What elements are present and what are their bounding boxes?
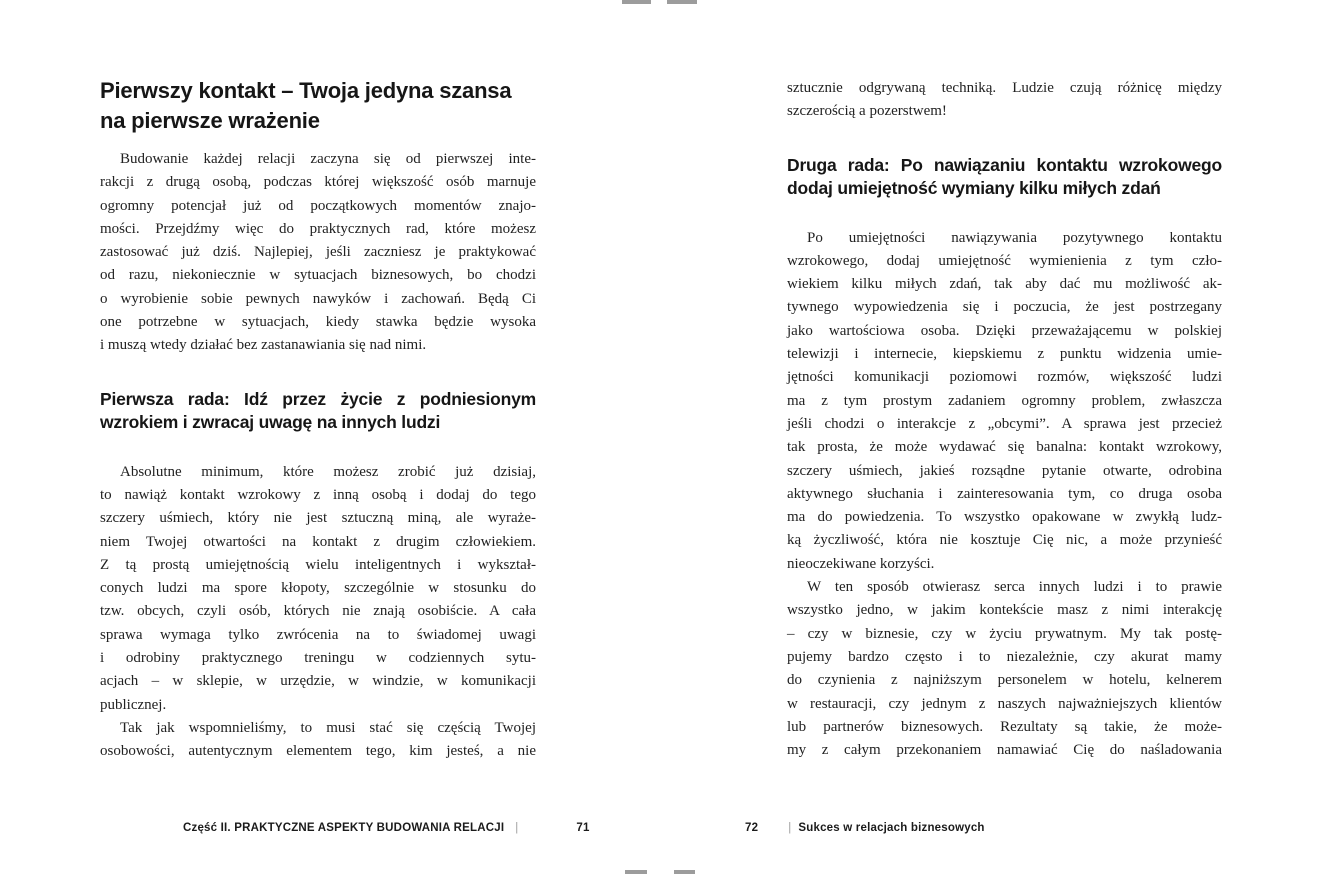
text-line: tywnego wypowiedzenia się i poczucia, że jest postrzegany	[787, 299, 1222, 316]
text-line: rakcji z drugą osobą, podczas której większość osób marnuje	[100, 174, 536, 191]
text-line: conych ludzi ma spore kłopoty, szczególnie w stosunku do	[100, 580, 536, 597]
footer-separator: |	[515, 822, 519, 834]
text-line: dodaj umiejętność wymiany kilku miłych zdań	[787, 178, 1161, 199]
body-paragraph	[100, 461, 536, 717]
text-line: pujemy bardzo często i to niezależnie, czy akurat mamy	[787, 648, 1222, 665]
text-line: i muszą wtedy działać bez zastanawiania się nad nimi.	[100, 337, 427, 354]
text-line: Druga rada: Po nawiązaniu kontaktu wzrokowego	[787, 154, 1222, 175]
text-line: Po umiejętności nawiązywania pozytywnego kontaktu	[807, 229, 1222, 246]
text-line: Tak jak wspomnieliśmy, to musi stać się częścią Twojej	[120, 719, 536, 736]
text-line: Budowanie każdej relacji zaczyna się od pierwszej inte-	[120, 151, 536, 167]
section-subheading	[787, 154, 1222, 201]
body-paragraph	[100, 717, 536, 764]
bottom-edge-marker-1[interactable]	[625, 870, 647, 874]
chapter-running-title: Część II. PRAKTYCZNE ASPEKTY BUDOWANIA RELACJI	[183, 822, 505, 834]
text-line: o wyrobienie sobie pewnych nawyków i zachowań. Będą Ci	[100, 290, 536, 307]
page-number-left: 71	[576, 822, 590, 834]
text-line: lub partnerów biznesowych. Rezultaty są takie, że może-	[787, 718, 1222, 735]
text-line: jeśli chodzi o interakcje z „obcymi”. A sprawa jest przecież	[787, 415, 1222, 432]
top-edge-marker-2[interactable]	[667, 0, 697, 4]
text-line: mości. Przejdźmy więc do praktycznych rad, które możesz	[100, 220, 536, 237]
page-left-content	[100, 76, 536, 764]
text-line: my z całym przekonaniem namawiać Cię do naśladowania	[787, 742, 1222, 759]
text-line: tzw. obcych, czyli osób, których nie znają osobiście. A cała	[100, 603, 536, 620]
text-line: w restauracji, czy jednym z naszych najważniejszych klientów	[787, 695, 1222, 712]
text-line: ma do powiedzenia. To wszystko opakowane w zwykłą ludz-	[787, 509, 1222, 526]
body-paragraph	[787, 227, 1222, 576]
text-line: ma z tym prostym zadaniem ogromny problem, zwłaszcza	[787, 392, 1222, 409]
page-number-right: 72	[745, 822, 759, 834]
text-line: sztucznie odgrywaną techniką. Ludzie czują różnicę między	[787, 80, 1222, 96]
text-line: tak prosta, że może wydawać się banalna: kontakt wzrokowy,	[787, 439, 1222, 456]
text-line: Pierwsza rada: Idź przez życie z podniesionym	[100, 388, 536, 409]
text-line: zastosować już dziś. Najlepiej, jeśli zaczniesz je praktykować	[100, 244, 536, 261]
text-line: publicznej.	[100, 696, 167, 713]
text-line: szczery uśmiech, jakieś rozsądne pytanie otwarte, odrobina	[787, 462, 1222, 479]
text-line: wszystko jedno, w jakim kontekście masz z nimi interakcję	[787, 602, 1222, 619]
text-line: wzrokiem i zwracaj uwagę na innych ludzi	[100, 412, 441, 433]
text-line: Absolutne minimum, które możesz zrobić już dzisiaj,	[120, 463, 536, 480]
text-line: nieoczekiwane korzyści.	[787, 555, 935, 572]
text-line: jako wartościowa osoba. Dzięki przeważającemu w polskiej	[787, 322, 1222, 339]
text-line: – czy w biznesie, czy w życiu prywatnym. My tak postę-	[787, 625, 1222, 642]
text-line: i odrobiny praktycznego treningu w codziennych sytu-	[100, 650, 536, 667]
chapter-heading	[100, 76, 536, 136]
book-running-title: Sukces w relacjach biznesowych	[798, 822, 985, 834]
text-line: one potrzebne w sytuacjach, kiedy stawka będzie wysoka	[100, 314, 536, 331]
text-line: wzrokowego, dodaj umiejętność wymienienia z tym czło-	[787, 252, 1222, 269]
text-line: to nawiąż kontakt wzrokowy z inną osobą i dodaj do tego	[100, 486, 536, 503]
text-line: Pierwszy kontakt – Twoja jedyna szansa	[100, 78, 512, 103]
text-line: szczery uśmiech, który nie jest sztuczną miną, ale wyraże-	[100, 510, 536, 527]
body-paragraph	[787, 576, 1222, 762]
page-right-content	[787, 77, 1222, 762]
text-line: do czynienia z najniższym personelem w hotelu, kelnerem	[787, 672, 1222, 689]
text-line: aktywnego słuchania i zainteresowania tym, co druga osoba	[787, 485, 1222, 502]
text-line: sprawa wymaga tylko zwrócenia na to świadomej uwagi	[100, 626, 536, 643]
top-edge-marker-1[interactable]	[622, 0, 651, 4]
text-line: Z tą prostą umiejętnością wielu inteligentnych i wykształ-	[100, 556, 536, 573]
text-line: W ten sposób otwierasz serca innych ludzi i to prawie	[807, 579, 1222, 596]
body-paragraph	[787, 77, 1222, 124]
footer-separator: |	[788, 822, 792, 834]
text-line: wiekiem kilku miłych zdań, tak aby dać mu możliwość ak-	[787, 276, 1222, 293]
text-line: niem Twojej otwartości na kontakt z drugim człowiekiem.	[100, 533, 536, 550]
text-line: ogromny potencjał już od początkowych momentów znajo-	[100, 197, 536, 214]
left-page-footer	[183, 822, 590, 834]
text-line: acjach – w sklepie, w urzędzie, w windzie, w komunikacji	[100, 673, 536, 690]
body-paragraph	[100, 148, 536, 358]
text-line: osobowości, autentycznym elementem tego, kim jesteś, a nie	[100, 743, 536, 760]
section-subheading	[100, 388, 536, 435]
text-line: ką życzliwość, która nie kosztuje Cię nic, a może przynieść	[787, 532, 1222, 549]
text-line: telewizji i internecie, kiepskiemu z punktu widzenia umie-	[787, 346, 1222, 363]
text-line: na pierwsze wrażenie	[100, 108, 320, 133]
text-line: szczerością a pozerstwem!	[787, 103, 947, 120]
bottom-edge-marker-2[interactable]	[674, 870, 695, 874]
text-line: od razu, niekoniecznie w sytuacjach biznesowych, bo chodzi	[100, 267, 536, 284]
text-line: jętności komunikacji poziomowi rozmów, większość ludzi	[787, 369, 1222, 386]
right-page-footer	[745, 822, 985, 834]
